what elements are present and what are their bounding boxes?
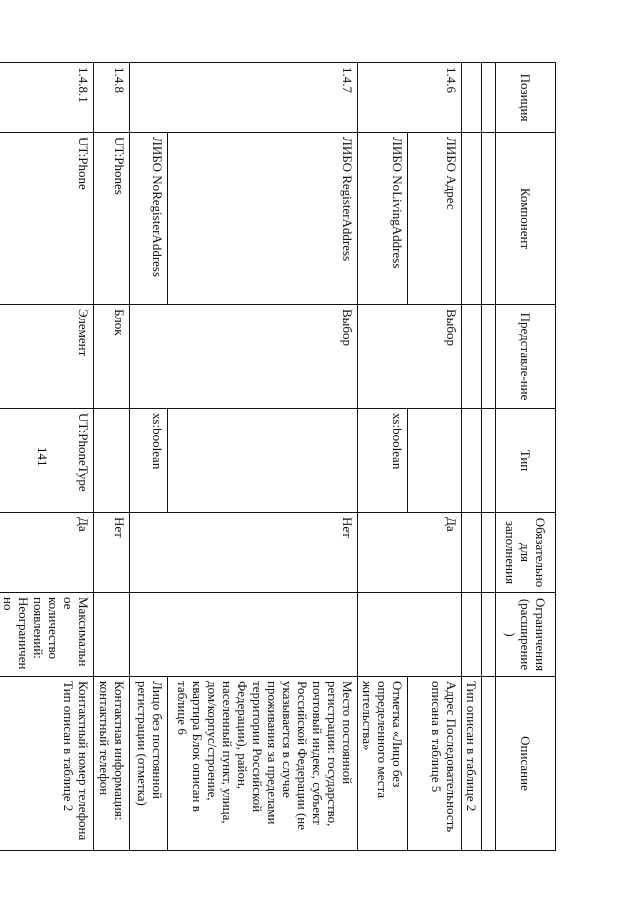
cell-description: Контактный номер телефона Тип описан в таблице 2: [0, 677, 94, 851]
cell-required: Нет: [94, 513, 130, 593]
header-description: Описание: [496, 677, 556, 851]
cell-restrictions: Максимальное количество появлений: Неограниченно: [0, 593, 94, 677]
table-row: [462, 63, 482, 851]
cell-required: Да: [0, 513, 94, 593]
table-row: [358, 63, 408, 851]
cell-required: Нет: [168, 513, 358, 593]
cell-component: ЛИБО NoRegisterAddress: [130, 133, 168, 305]
header-type: Тип: [496, 409, 556, 513]
table-row: [130, 63, 168, 851]
cell-type: xs:boolean: [358, 409, 408, 513]
cell-component: ЛИБО RegisterAddress: [168, 133, 358, 305]
cell-position: 1.4.8.1: [0, 63, 94, 133]
cell-type: UT:PhoneType: [0, 409, 94, 513]
cell-description: Контактная информация: контактный телефон: [94, 677, 130, 851]
table-row: [0, 63, 94, 851]
cell-position: 1.4.8: [94, 63, 130, 133]
cell-required: Да: [408, 513, 462, 593]
spacer-row: [482, 63, 496, 851]
header-position: Позиция: [496, 63, 556, 133]
cell-representation: Блок: [94, 305, 130, 409]
cell-component: UT:Phone: [0, 133, 94, 305]
table-row: [168, 63, 358, 851]
cell-component: ЛИБО NoLivingAddress: [358, 133, 408, 305]
cell-description: Место постоянной регистрации: государство, почтовый индекс, субъект Российской Федерации (не указывается в случае проживания за пределами территории Российской Федерации), район, населенный пункт, улица, дом/корпус/строение, квартира Блок описан в таблице 6: [168, 677, 358, 851]
cell-description: Адрес Последовательность описана в таблице 5: [408, 677, 462, 851]
cell-position: 1.4.6: [408, 63, 462, 133]
header-representation: Представле-ние: [496, 305, 556, 409]
header-row: [496, 63, 556, 851]
header-restrictions: Ограничения (расширение): [496, 593, 556, 677]
cell-representation: Выбор: [408, 305, 462, 409]
table-row: [408, 63, 462, 851]
cell-representation: Выбор: [168, 305, 358, 409]
cell-component: UT:Phones: [94, 133, 130, 305]
table-row: [94, 63, 130, 851]
spec-table: [0, 62, 556, 851]
cell-component: ЛИБО Адрес: [408, 133, 462, 305]
header-required: Обязательно для заполнения: [496, 513, 556, 593]
cell-description: Отметка «Лицо без определенного места жительства»: [358, 677, 408, 851]
cell-position: 1.4.7: [168, 63, 358, 133]
cell-description: Лицо без постоянной регистрации (отметка): [130, 677, 168, 851]
page-number: 141: [35, 447, 50, 467]
cell-type: xs:boolean: [130, 409, 168, 513]
cell-representation: Элемент: [0, 305, 94, 409]
cell-description: Тип описан в таблице 2: [462, 677, 482, 851]
header-component: Компонент: [496, 133, 556, 305]
